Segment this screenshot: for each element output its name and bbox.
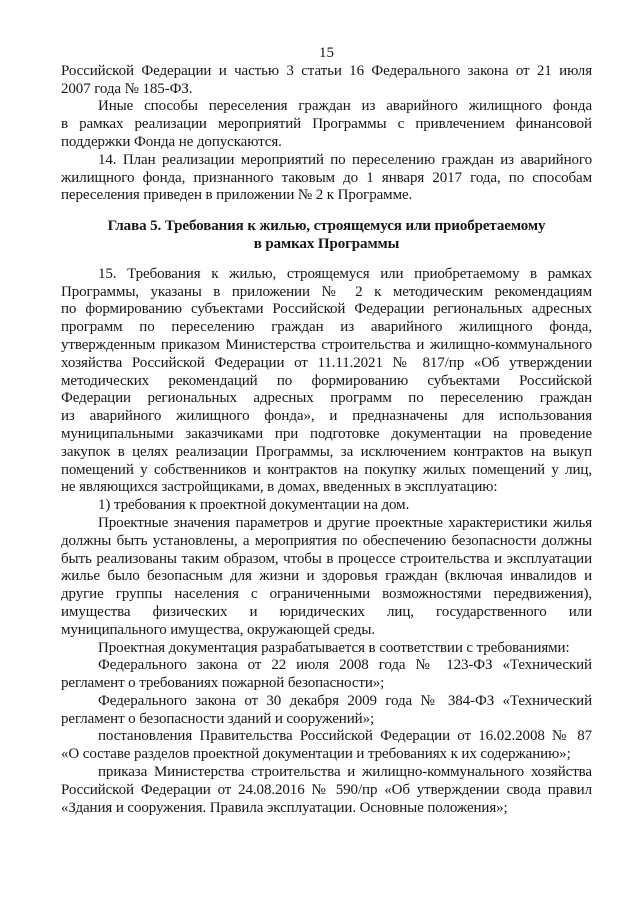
text-line: Российской Федерации от 24.08.2016 № 590/пр «Об утверждении свода правил bbox=[61, 781, 592, 798]
para-item-14-plan bbox=[61, 152, 592, 205]
text-line: не являющихся застройщиками, в домах, введенных в эксплуатацию: bbox=[61, 479, 498, 496]
text-line: утвержденным приказом Министерства строительства и жилищно-коммунального bbox=[61, 336, 592, 353]
text-line: муниципальными заказчиками при подготовке документации на проведение bbox=[61, 425, 592, 442]
text-line: муниципального имущества, окружающей среды. bbox=[61, 621, 376, 638]
para-law-384fz bbox=[61, 693, 592, 729]
text-line: жилищного фонда, признанного таковым до 1 января 2017 года, по способам bbox=[61, 169, 592, 186]
text-line: по формированию субъектами Российской Федерации региональных адресных bbox=[61, 301, 592, 318]
para-law-123fz bbox=[61, 657, 592, 693]
text-line: 1) требования к проектной документации на дом. bbox=[98, 497, 410, 514]
text-line: переселения приведен в приложении № 2 к Программе. bbox=[61, 187, 413, 204]
text-line: хозяйства Российской Федерации от 11.11.2021 № 817/пр «Об утверждении bbox=[61, 354, 592, 371]
text-line: «Здания и сооружения. Правила эксплуатации. Основные положения»; bbox=[61, 799, 508, 816]
text-line: Проектная документация разрабатывается в соответствии с требованиями: bbox=[98, 639, 570, 656]
text-line: в рамках реализации мероприятий Программы с привлечением финансовой bbox=[61, 116, 592, 133]
text-line: закупок в целях реализации Программы, за исключением контрактов на выкуп bbox=[61, 443, 592, 460]
page-number: 15 bbox=[319, 45, 334, 61]
text-line: помещений у собственников и контрактов на покупку жилых помещений у лиц, bbox=[61, 461, 592, 478]
text-line: в рамках Программы bbox=[253, 235, 400, 252]
text-line: жилье было безопасным для жизни и здоровья граждан (включая инвалидов и bbox=[61, 568, 592, 585]
text-line: из аварийного жилищного фонда», и предназначены для использования bbox=[61, 408, 592, 425]
text-line: имущества физических и юридических лиц, государственного или bbox=[61, 603, 592, 620]
text-line: быть реализованы таким образом, чтобы в процессе строительства и эксплуатации bbox=[61, 550, 592, 567]
chapter-5-heading bbox=[61, 218, 592, 254]
para-order-590pr bbox=[61, 764, 592, 817]
para-item-15-requirements bbox=[61, 266, 592, 497]
text-line: 15. Требования к жилью, строящемуся или приобретаемому в рамках bbox=[98, 265, 592, 282]
text-line: приказа Министерства строительства и жилищно-коммунального хозяйства bbox=[98, 764, 592, 781]
text-line: 14. План реализации мероприятий по переселению граждан из аварийного bbox=[98, 151, 592, 168]
text-line: Глава 5. Требования к жилью, строящемуся или приобретаемому bbox=[107, 218, 546, 235]
text-line: методических рекомендаций по формированию субъектами Российской bbox=[61, 372, 592, 389]
text-line: поддержки Фонда не допускаются. bbox=[61, 133, 282, 150]
text-line: Федерации региональных адресных программ по переселению граждан bbox=[61, 390, 592, 407]
text-line: Проектные значения параметров и другие проектные характеристики жилья bbox=[98, 514, 592, 531]
document-body bbox=[61, 63, 592, 818]
para-docs-developed-per-requirements bbox=[61, 640, 592, 658]
text-line: регламент о безопасности зданий и сооружений»; bbox=[61, 710, 375, 727]
para-design-values-safety bbox=[61, 515, 592, 640]
para-decree-87 bbox=[61, 728, 592, 764]
text-line: Российской Федерации и частью 3 статьи 16 Федерального закона от 21 июля bbox=[61, 62, 592, 79]
text-line: постановления Правительства Российской Федерации от 16.02.2008 № 87 bbox=[98, 728, 592, 745]
text-line: Федерального закона от 22 июля 2008 года № 123-ФЗ «Технический bbox=[98, 657, 592, 674]
para-other-resettlement-methods bbox=[61, 98, 592, 151]
text-line: Иные способы переселения граждан из аварийного жилищного фонда bbox=[98, 98, 592, 115]
para-continuation-law-185fz bbox=[61, 63, 592, 99]
text-line: Программы, указаны в приложении № 2 к методическим рекомендациям bbox=[61, 283, 592, 300]
text-line: регламент о требованиях пожарной безопасности»; bbox=[61, 675, 385, 692]
text-line: должны быть установлены, а мероприятия по обеспечению безопасности должны bbox=[61, 532, 592, 549]
text-line: программ по переселению граждан из аварийного жилищного фонда, bbox=[61, 319, 592, 336]
text-line: Федерального закона от 30 декабря 2009 года № 384-ФЗ «Технический bbox=[98, 692, 592, 709]
text-line: другие группы населения с ограниченными возможностями передвижения), bbox=[61, 586, 592, 603]
text-line: 2007 года № 185-ФЗ. bbox=[61, 80, 193, 97]
text-line: «О составе разделов проектной документации и требованиях к их содержанию»; bbox=[61, 746, 571, 763]
para-subitem-1-project-docs bbox=[61, 497, 592, 515]
